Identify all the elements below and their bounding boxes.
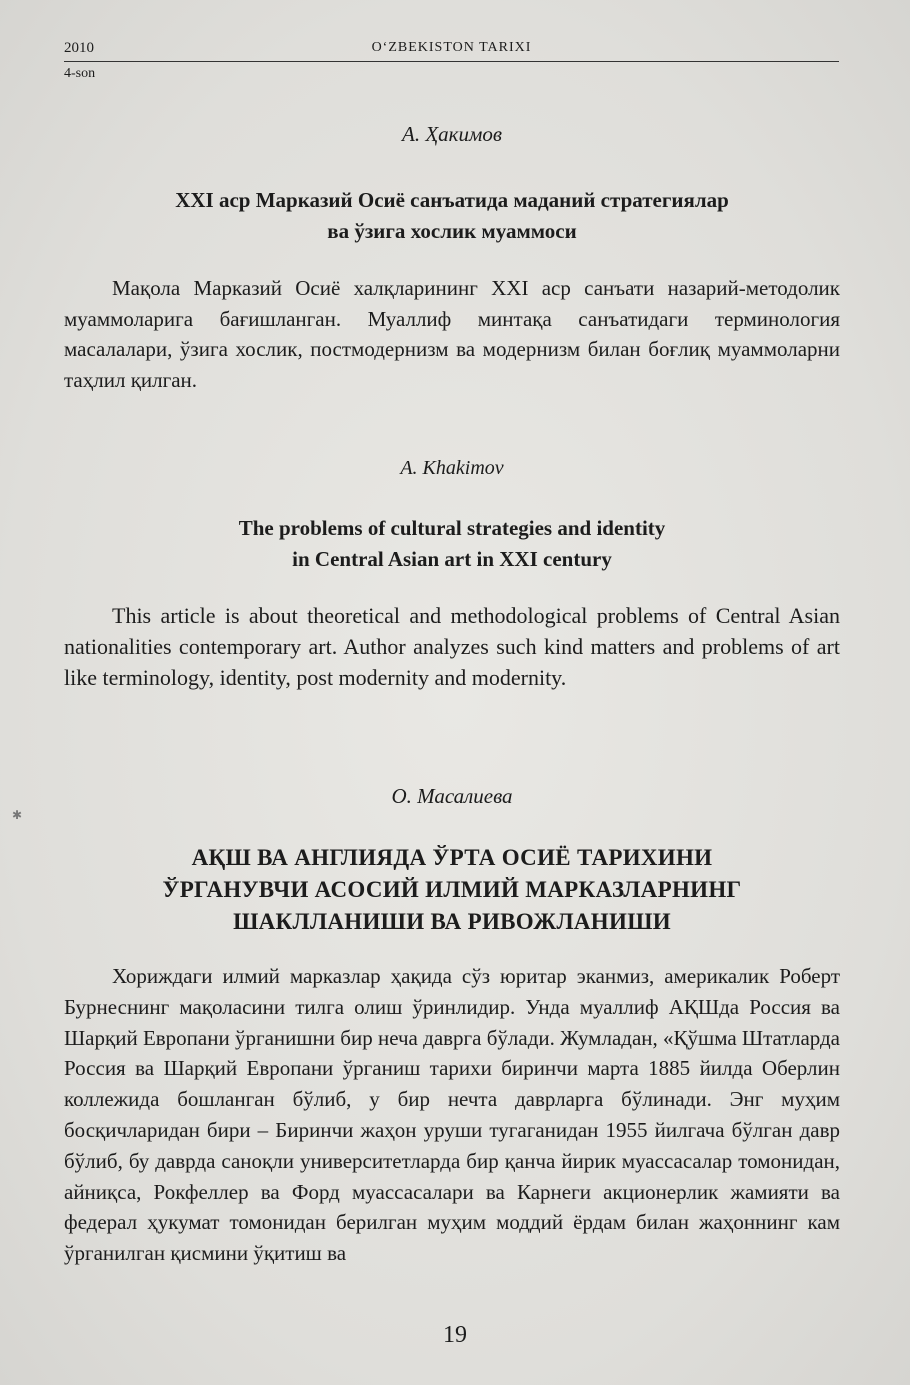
article1-author-en: A. Khakimov: [400, 457, 504, 479]
header-journal-title: O‘ZBEKISTON TARIXI: [371, 40, 532, 55]
header-year: 2010: [64, 40, 94, 56]
scan-speck: ✱: [12, 808, 23, 822]
article1-author-uz: А. Ҳакимов: [402, 122, 502, 146]
title-line: XXI аср Марказий Осиё санъатида маданий стратегиялар: [175, 188, 729, 212]
article1-abstract-uz: Мақола Марказий Осиё халқларининг XXI аср санъати назарий-методолик муаммоларига бағишланган. Муаллиф минтақа санъатидаги терминология масалалари, ўзига хослик, постмодернизм ва модернизм билан боғлиқ муаммоларни таҳлил қилган.: [64, 276, 840, 392]
title-line: in Central Asian art in XXI century: [292, 547, 612, 571]
article1-abstract-en: This article is about theoretical and methodological problems of Central Asian nationalities contemporary art. Author analyzes such kind matters and problems of art like terminology, identity, post modernity and modernity.: [64, 603, 840, 690]
title-line: ва ўзига хослик муаммоси: [327, 219, 577, 243]
header-issue: 4-son: [64, 66, 96, 81]
title-line: The problems of cultural strategies and identity: [238, 516, 666, 540]
running-header: [64, 40, 839, 81]
article2-body: Хориждаги илмий марказлар ҳақида сўз юритар эканмиз, америкалик Роберт Бурнеснинг мақоласини тилга олиш ўринлидир. Унда муаллиф АҚШда Россия ва Шарқий Европани ўрганишни бир неча даврга бўлади. Жумладан, «Қўшма Штатларда Россия ва Шарқий Европани ўрганиш тарихи биринчи марта 1885 йилда Оберлин коллежида бошланган бўлиб, у бир нечта даврларга бўлинади. Энг муҳим босқичларидан бири – Биринчи жаҳон уруши тугаганидан 1955 йилгача бўлган давр бўлиб, бу даврда саноқли университетларда бир қанча йирик муассасалар томонидан, айниқса, Рокфеллер ва Форд муассасалари ва Карнеги акционерлик жамияти ва федерал ҳукумат томонидан берилган муҳим моддий ёрдам билан жаҳоннинг кам ўрганилган қисмини ўқитиш ва: [64, 964, 840, 1266]
article2-title: [64, 842, 840, 938]
article1-title-en: [64, 513, 840, 575]
title-line: ЎРГАНУВЧИ АСОСИЙ ИЛМИЙ МАРКАЗЛАРНИНГ: [162, 877, 742, 902]
header-rule: [64, 61, 839, 62]
title-line: ШАКЛЛАНИШИ ВА РИВОЖЛАНИШИ: [233, 909, 671, 934]
title-line: АҚШ ВА АНГЛИЯДА ЎРТА ОСИЁ ТАРИХИНИ: [191, 845, 713, 870]
article2-author: О. Масалиева: [391, 784, 513, 808]
article1-title-uz: [64, 185, 840, 247]
page-number: 19: [443, 1322, 467, 1348]
